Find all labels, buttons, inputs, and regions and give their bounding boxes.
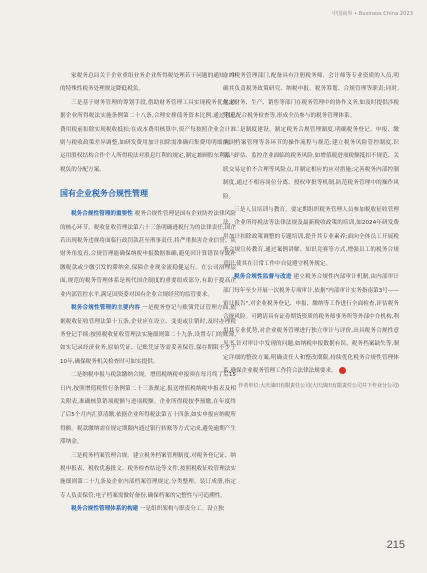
paragraph [60, 503, 236, 516]
paragraph-text: 一是税务登记与账簿凭证管理方面,依据税收征收管理法第十五条,企业应在设立、变更或注销时,及时办理税务登记手续;按照税收征收管理法实施细则第二十九条,设置专门的账簿,如实记录经济业务,原始凭证、记账凭证等需妥善保管,保存期限不少于10年,确保税务机关检查时可如实提供。 [60, 305, 237, 365]
subheading: 税务合规性监督与改进 [234, 274, 292, 281]
paragraph [60, 302, 236, 369]
page-number: 215 [386, 539, 405, 551]
paragraph: 三是人员培训与教育。要定期组织税务管理人员参加税收征收管理法、企业所得税法等法律法规及最新税收政策的培训,如2024年研发费用加计扣除政策调整的专题培训,提升其专业素养;面向全体员工开展税务合规宣传教育,通过案例讲解、知识竞赛等方式,增强员工的税务合规意识,使其在日常工作中自觉遵守税务规定。 [223, 207, 399, 267]
section-title: 国有企业税务合规性管理 [60, 189, 148, 199]
paragraph: 二是纳税申报与税款缴纳合规。增值税纳税申报须在每月终了后15日内,按照增值税暂行条例第二十三条规定,报送增值税纳税申报表及相关附表,准确核算销项税额与进项税额。企业所得税按季预缴,在年度终了后5个月内汇算清缴,依据企业所得税法第五十四条,如实申报应纳税所得额。税款缴纳需在规定期限内通过银行转账等方式完成,避免逾期产生滞纳金。 [60, 372, 236, 446]
paragraph [60, 208, 236, 302]
paragraph: 三是税务档案管理合规。建立税务档案管理制度,对税务登记证、纳税申报表、税收优惠批文、税务检查结论等文件,按照税收征收管理法实施细则第二十九条及企业内部档案管理规定,分类整理、装订成册,指定专人负责保管;电子档案需做好备份,确保档案的完整性与可追溯性。 [60, 452, 236, 499]
paragraph-text: 税务合规性管理是国有企业防控法律风险的核心环节。税收征收管理法第六十三条明确逃税行为的法律责任,国企若出现税务违规将面临行政罚款甚至刑事责任,将严重损害企业信誉。从财务角度看,合规管理能确保纳税申报数据准确,避免因计算错误导致补缴税款或少缴引发的滞纳金,保障企业现金流稳健运行。在公司治理层面,规范的税务管理体系是现代国企制度的重要组成部分,有助于提高企业内部管控水平,满足国资委对国有企业合规经营的监管要求。 [60, 211, 236, 298]
paragraph: 立的税务管理部门,配备具有注册税务师、会计师等专业资质的人员,明确其负责税务政策研究、纳税申报、税务筹划、合规管理等职责;同时,规定财务、生产、销售等部门在税务管理中的协作义务,如及时提供涉税凭证,配合税务检查等,形成全员参与的税务管理体系。 [223, 73, 399, 120]
paragraph-text: 一是组织架构与职责分工。设立独 [139, 506, 224, 513]
end-mark-icon [339, 367, 346, 374]
left-column [60, 70, 236, 517]
paragraph: 家税务总局关于企业重组业务企业所得税处理若干问题的通知》中的特殊性税务处理规定降低税负。 [60, 73, 236, 93]
author-affiliation: 作者单位:大庆油田有限责任公司(大庆油田有限责任公司井下作业分公司) [238, 383, 399, 390]
paragraph [223, 271, 399, 378]
paragraph: 三是基于财务管理的筹划手段,借助财务管理工具实现税务优化,依据企业所得税法实施条例第二十八条,合理安排债务资本比例,通过利息费用税前扣除实现税收抵扣;在成本费用核算中,资产每按照企业会计准则与税收政策差异调整,如研发费用加计扣除需准确归集费用明细;同时运用股权结构合作个人所得税法对股息红利的规定,制定兼顾股东利益与税负的分配方案。 [60, 99, 236, 173]
subheading: 税务合规性管理的主要内容 [71, 305, 141, 312]
subheading: 税务合规性管理的重要性 [71, 211, 133, 218]
paragraph-text: 建立税务合规性内部审计机制,由内部审计部门每年至少开展一次税务专项审计,依据"内部审计实务指南第3号——审计报告",对企业税务登记、申报、缴纳等工作进行全面检查,评估税务合规风险。可聘请具有证券期货资质的税务师事务所等外部中介机构,利用其专业优势,对企业税务管理进行独立审计与评价,出具税务合规性意见书,针对审计中发现的问题,如纳税申报数据有误、税务档案缺失等,制定详细的整改方案,明确责任人和整改期限,持续优化税务合规性管理体系,确保企业税务管理工作符合法律法规要求。 [223, 274, 399, 374]
running-header: 中国商界 • Business China 2023 [332, 11, 413, 17]
paragraph: 二是制度建设。制定税务合规管理制度,明确税务登记、申报、缴纳、档案管理等各环节的操作流程与规范;建立税务风险管控制度,识别、评估、监控企业面临的税务风险,如增值税进项税额抵扣不规范、关联交易定价不合理等风险点,并制定相应的应对措施;完善税务内部控制制度,通过不相容岗位分离、授权审批等机制,防范税务管理中的操作风险。 [223, 126, 399, 200]
subheading: 税务合规性管理体系的构建 [71, 506, 139, 513]
right-column [223, 70, 399, 394]
